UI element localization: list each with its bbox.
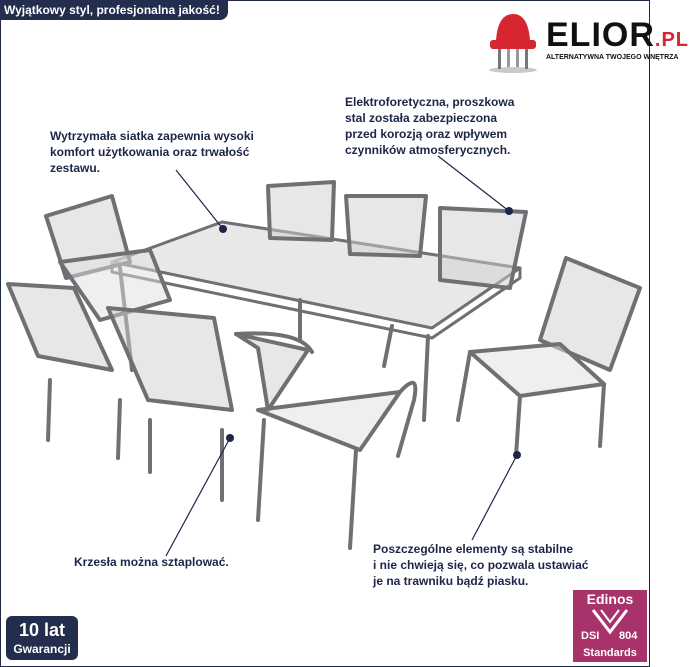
edinos-name: Edinos <box>586 591 634 607</box>
warranty-badge <box>6 616 78 660</box>
edinos-code: 804 <box>619 630 638 642</box>
brand-tagline: ALTERNATYWNA TWOJEGO WNĘTRZA <box>546 54 679 61</box>
brand-name: ELIOR.PL <box>546 16 689 54</box>
callout-marker-stable <box>513 451 521 459</box>
callout-marker-coating <box>505 207 513 215</box>
edinos-dsi: DSI <box>581 630 600 642</box>
warranty-label: Gwarancji <box>13 642 71 656</box>
brand-suffix: .PL <box>654 29 689 51</box>
note-stackable: Krzesła można sztaplować. <box>74 555 229 569</box>
note-mesh: Wytrzymała siatka zapewnia wysoki komfort użytkowania oraz trwałość zestawu. <box>50 129 254 175</box>
edinos-label: Standards <box>583 647 637 659</box>
warranty-years: 10 lat <box>18 620 66 640</box>
edinos-standards-badge <box>573 590 647 662</box>
note-coating: Elektroforetyczna, proszkowa stal została zabezpieczona przed korozją oraz wpływem czynników atmosferycznych. <box>345 95 515 157</box>
note-stable: Poszczególne elementy są stabilne i nie chwieją się, co pozwala ustawiać je na trawniku bądź piasku. <box>373 542 589 588</box>
headline-banner: Wyjątkowy styl, profesjonalna jakość! <box>0 0 228 20</box>
callout-marker-mesh <box>219 225 227 233</box>
callout-marker-stack <box>226 434 234 442</box>
